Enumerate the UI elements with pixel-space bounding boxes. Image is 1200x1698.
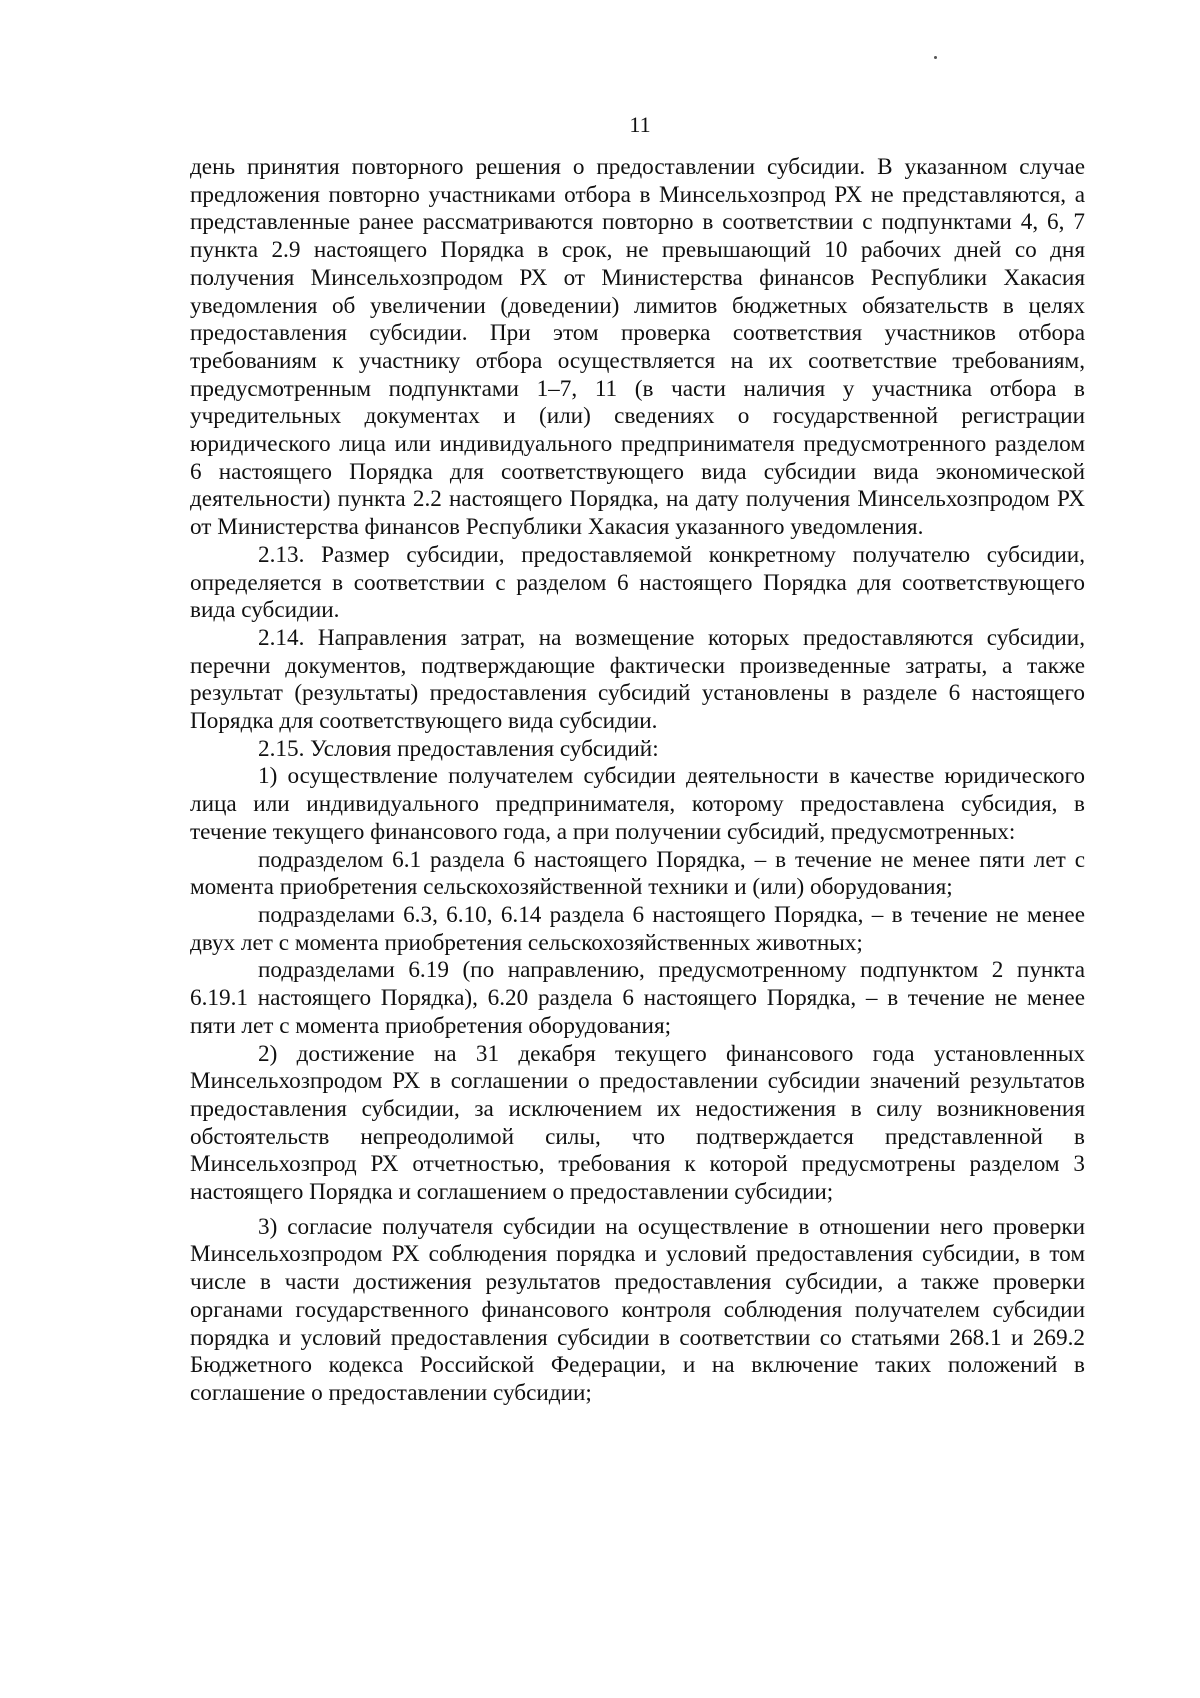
paragraph-continuation: день принятия повторного решения о предоставлении субсидии. В указанном случае предложения повторно участниками отбора в Минсельхозпрод РХ не представляются, а представленные ранее рассматриваются повторно в соответствии с подпунктами 4, 6, 7 пункта 2.9 настоящего Порядка в срок, не превышающий 10 рабочих дней со дня получения Минсельхозпродом РХ от Министерства финансов Республики Хакасия уведомления об увеличении (доведении) лимитов бюджетных обязательств в целях предоставления субсидии. При этом проверка соответствия участников отбора требованиям к участнику отбора осуществляется на их соответствие требованиям, предусмотренным подпунктами 1–7, 11 (в части наличия у участника отбора в учредительных документах и (или) сведениях о государственной регистрации юридического лица или индивидуального предпринимателя предусмотренного разделом 6 настоящего Порядка для соответствующего вида субсидии вида экономической деятельности) пункта 2.2 настоящего Порядка, на дату получения Минсельхозпродом РХ от Министерства финансов Республики Хакасия указанного уведомления. bbox=[190, 154, 1085, 541]
paragraph-2-15: 2.15. Условия предоставления субсидий: bbox=[258, 735, 659, 762]
paragraph-2-14: 2.14. Направления затрат, на возмещение которых предоставляются субсидии, перечни документов, подтверждающие фактически произведенные затраты, а также результат (результаты) предоставления субсидий установлены в разделе 6 настоящего Порядка для соответствующего вида субсидии. bbox=[190, 624, 1085, 735]
condition-1-subsection-6-1: подразделом 6.1 раздела 6 настоящего Порядка, – в течение не менее пяти лет с момента приобретения сельскохозяйственной техники и (или) оборудования; bbox=[190, 846, 1085, 901]
page-number: 11 bbox=[629, 112, 651, 137]
condition-1-subsections-6-3-6-10-6-14: подразделами 6.3, 6.10, 6.14 раздела 6 настоящего Порядка, – в течение не менее двух лет с момента приобретения сельскохозяйственных животных; bbox=[190, 901, 1085, 956]
condition-1-subsections-6-19-6-20: подразделами 6.19 (по направлению, предусмотренному подпунктом 2 пункта 6.19.1 настоящего Порядка), 6.20 раздела 6 настоящего Порядка, – в течение не менее пяти лет с момента приобретения оборудования; bbox=[190, 957, 1085, 1039]
condition-2: 2) достижение на 31 декабря текущего финансового года установленных Минсельхозпродом РХ в соглашении о предоставлении субсидии значений результатов предоставления субсидии, за исключением их недостижения в силу возникновения обстоятельств непреодолимой силы, что подтверждается представленной в Минсельхозпрод РХ отчетностью, требования к которой предусмотрены разделом 3 настоящего Порядка и соглашением о предоставлении субсидии; bbox=[190, 1040, 1085, 1206]
paragraph-2-13: 2.13. Размер субсидии, предоставляемой конкретному получателю субсидии, определяется в соответствии с разделом 6 настоящего Порядка для соответствующего вида субсидии. bbox=[190, 541, 1085, 624]
scan-speck bbox=[934, 56, 937, 59]
document-body bbox=[190, 154, 1085, 1408]
condition-1: 1) осуществление получателем субсидии деятельности в качестве юридического лица или индивидуального предпринимателя, которому предоставлена субсидия, в течение текущего финансового года, а при получении субсидий, предусмотренных: bbox=[190, 763, 1085, 845]
condition-3: 3) согласие получателя субсидии на осуществление в отношении него проверки Минсельхозпродом РХ соблюдения порядка и условий предоставления субсидии, в том числе в части достижения результатов предоставления субсидии, а также проверки органами государственного финансового контроля соблюдения получателем субсидии порядка и условий предоставления субсидии в соответствии со статьями 268.1 и 269.2 Бюджетного кодекса Российской Федерации, и на включение таких положений в соглашение о предоставлении субсидии; bbox=[190, 1213, 1085, 1406]
